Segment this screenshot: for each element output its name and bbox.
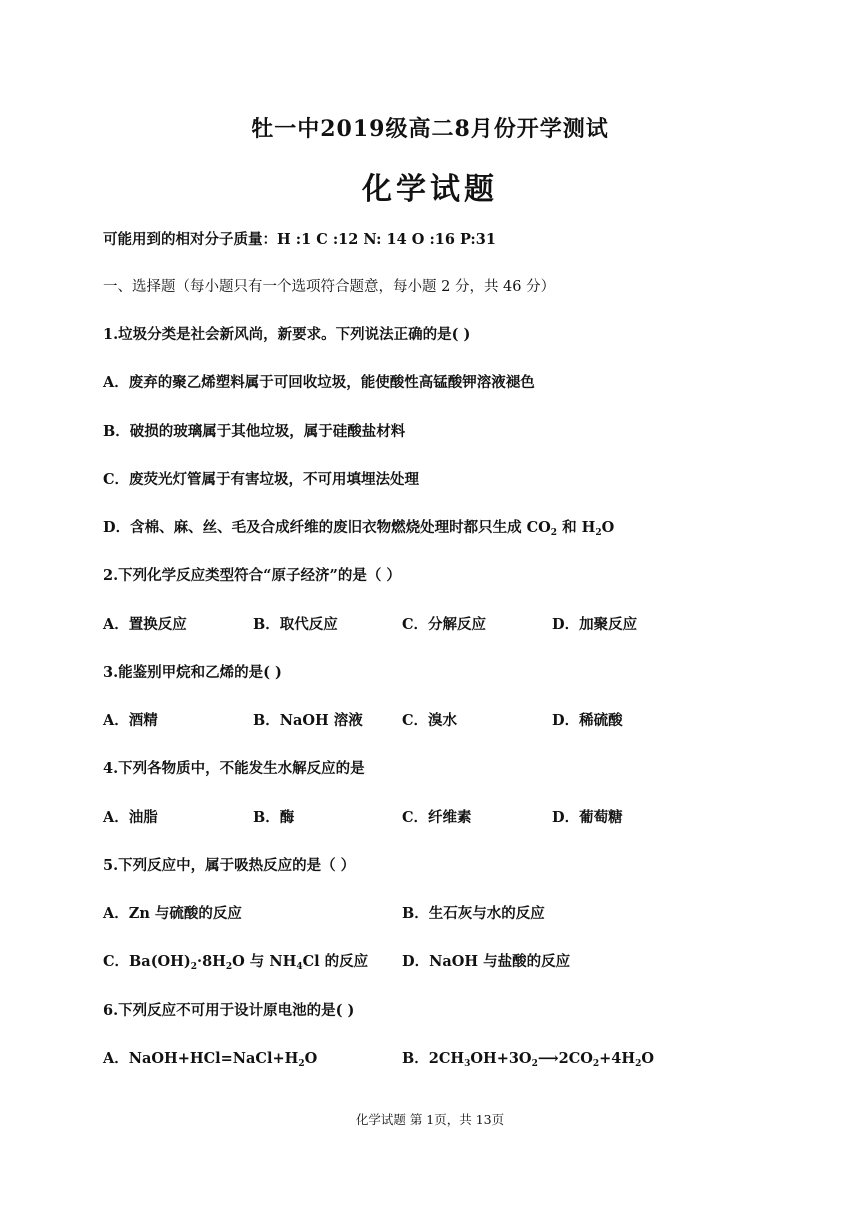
question-1-option-d: D．含棉、麻、丝、毛及合成纤维的废旧衣物燃烧处理时都只生成 $CO_2$ 和 $H_2O$ <box>103 519 615 538</box>
subject-title: 化学试题 <box>362 172 498 207</box>
question-2-option-d: D．加聚反应 <box>552 616 638 633</box>
question-3-option-c: C．溴水 <box>402 712 458 729</box>
question-4-stem: 4.下列各物质中，不能发生水解反应的是 <box>103 760 365 777</box>
page-footer: 化学试题 第 1页，共 13页 <box>355 1112 505 1127</box>
question-4-option-b: B．酶 <box>253 809 295 826</box>
question-5-option-c: C．$Ba(OH)_2\cdot 8H_2O$ 与 $NH_4Cl$ 的反应 <box>103 953 369 972</box>
question-2-option-a: A．置换反应 <box>103 616 187 633</box>
relative-masses-line: 可能用到的相对分子质量：H :1 C :12 N: 14 O :16 P:31 <box>103 231 496 248</box>
question-5-option-b: B．生石灰与水的反应 <box>402 905 545 922</box>
question-2-option-c: C．分解反应 <box>402 616 487 633</box>
question-1-option-a: A．废弃的聚乙烯塑料属于可回收垃圾，能使酸性高锰酸钾溶液褪色 <box>103 374 535 391</box>
exam-title: 牡一中2019级高二8月份开学测试 <box>251 116 609 142</box>
question-5-option-d: D．NaOH 与盐酸的反应 <box>402 953 571 970</box>
question-4-option-d: D．葡萄糖 <box>552 809 623 826</box>
question-3-stem: 3.能鉴别甲烷和乙烯的是( ) <box>103 664 282 681</box>
question-6-option-a: A．$NaOH+HCl=NaCl+H_2O$ <box>103 1050 318 1069</box>
question-2-option-b: B．取代反应 <box>253 616 338 633</box>
question-1-option-c: C．废荧光灯管属于有害垃圾，不可用填埋法处理 <box>103 471 420 488</box>
question-5-stem: 5.下列反应中，属于吸热反应的是（ ） <box>103 857 356 874</box>
question-4-option-c: C．纤维素 <box>402 809 472 826</box>
question-3-option-a: A．酒精 <box>103 712 158 729</box>
section-heading: 一、选择题（每小题只有一个选项符合题意，每小题 2 分，共 46 分） <box>103 279 556 295</box>
question-6-option-b: B．$2CH_3OH+3O_2⟶2CO_2+4H_2O$ <box>402 1050 655 1069</box>
question-6-stem: 6.下列反应不可用于设计原电池的是( ) <box>103 1002 355 1019</box>
question-1-stem: 1.垃圾分类是社会新风尚，新要求。下列说法正确的是( ) <box>103 326 471 343</box>
question-4-option-a: A．油脂 <box>103 809 158 826</box>
question-5-option-a: A．Zn 与硫酸的反应 <box>103 905 242 922</box>
question-3-option-b: B．NaOH 溶液 <box>253 712 363 729</box>
question-2-stem: 2.下列化学反应类型符合“原子经济”的是（ ） <box>103 567 401 584</box>
question-1-option-b: B．破损的玻璃属于其他垃圾，属于硅酸盐材料 <box>103 423 406 440</box>
question-3-option-d: D．稀硫酸 <box>552 712 623 729</box>
